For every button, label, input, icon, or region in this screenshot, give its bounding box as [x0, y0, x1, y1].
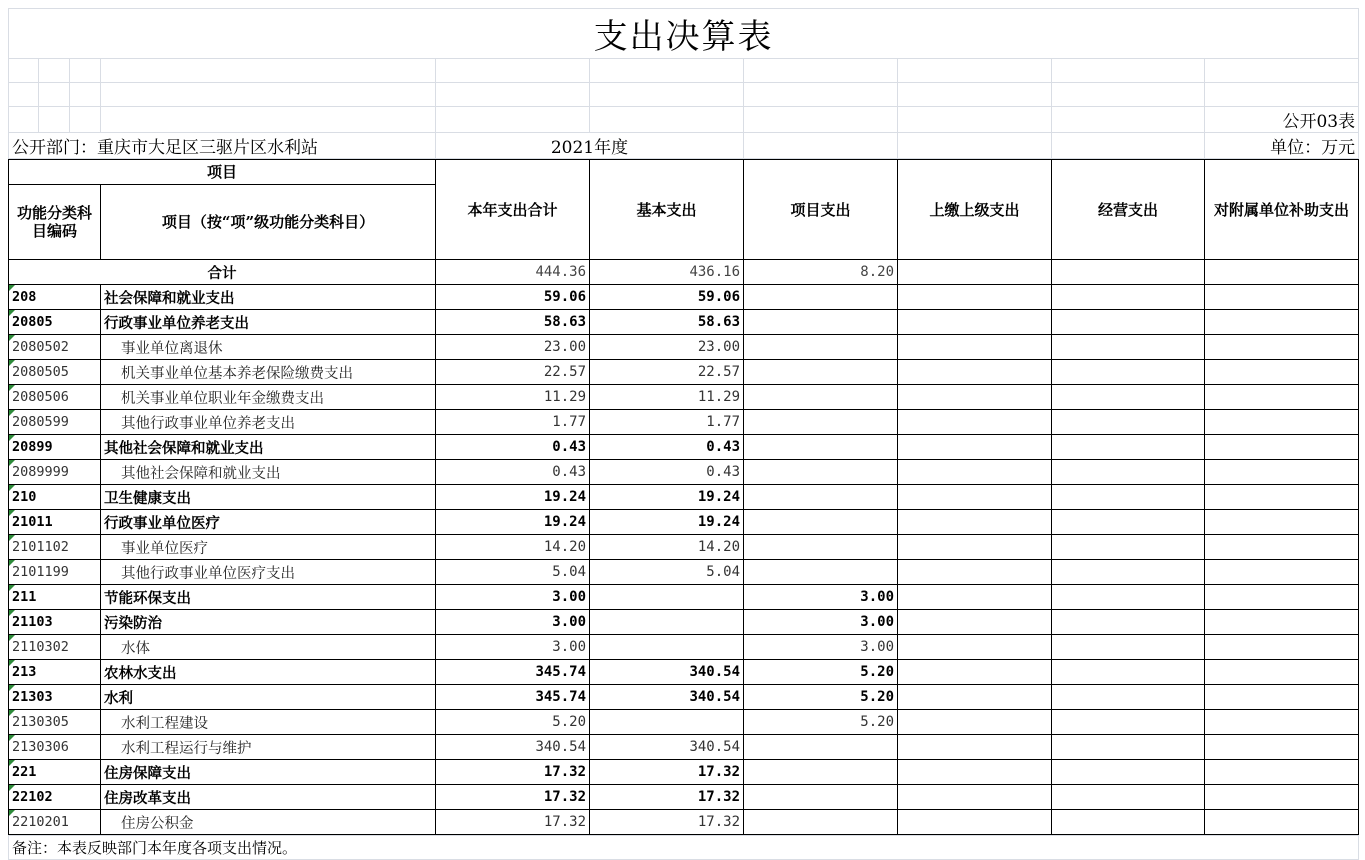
empty-cell — [1052, 635, 1205, 660]
row-basic: 340.54 — [590, 685, 744, 710]
row-basic: 340.54 — [590, 735, 744, 760]
empty-cell — [1052, 485, 1205, 510]
empty-cell — [1052, 610, 1205, 635]
row-total: 19.24 — [436, 510, 590, 535]
row-total: 14.20 — [436, 535, 590, 560]
row-total: 3.00 — [436, 610, 590, 635]
row-name: 水利工程建设 — [101, 710, 436, 735]
row-basic: 5.04 — [590, 560, 744, 585]
row-name: 其他社会保障和就业支出 — [101, 460, 436, 485]
row-name: 住房公积金 — [101, 810, 436, 835]
row-code: 21303 — [9, 685, 101, 710]
row-total: 17.32 — [436, 810, 590, 835]
row-project — [744, 535, 898, 560]
empty-cell — [1052, 810, 1205, 835]
header-upper: 上缴上级支出 — [898, 160, 1052, 260]
empty-cell — [1052, 735, 1205, 760]
empty-cell — [1052, 560, 1205, 585]
empty-cell — [898, 810, 1052, 835]
row-basic: 19.24 — [590, 510, 744, 535]
empty-cell — [898, 685, 1052, 710]
row-name: 住房保障支出 — [101, 760, 436, 785]
header-subsidy: 对附属单位补助支出 — [1205, 160, 1359, 260]
empty-cell — [1205, 360, 1359, 385]
row-code: 2101199 — [9, 560, 101, 585]
table-row — [9, 560, 1359, 585]
row-name: 卫生健康支出 — [101, 485, 436, 510]
table-row — [9, 585, 1359, 610]
row-total: 59.06 — [436, 285, 590, 310]
row-project — [744, 485, 898, 510]
row-basic: 340.54 — [590, 660, 744, 685]
empty-cell — [898, 710, 1052, 735]
header-project: 项目支出 — [744, 160, 898, 260]
row-project: 3.00 — [744, 610, 898, 635]
page-title: 支出决算表 — [9, 9, 1359, 59]
note-table — [8, 835, 1359, 860]
empty-cell — [1205, 410, 1359, 435]
table-row — [9, 385, 1359, 410]
row-basic: 1.77 — [590, 410, 744, 435]
empty-cell — [898, 360, 1052, 385]
empty-cell — [898, 760, 1052, 785]
row-total: 22.57 — [436, 360, 590, 385]
row-name: 水利 — [101, 685, 436, 710]
table-row — [9, 735, 1359, 760]
header-operating: 经营支出 — [1052, 160, 1205, 260]
empty-cell — [1205, 810, 1359, 835]
row-project: 5.20 — [744, 685, 898, 710]
table-row — [9, 785, 1359, 810]
empty-cell — [898, 560, 1052, 585]
row-project — [744, 310, 898, 335]
row-total: 5.20 — [436, 710, 590, 735]
row-project — [744, 435, 898, 460]
empty-cell — [898, 310, 1052, 335]
empty-cell — [1052, 410, 1205, 435]
empty-cell — [898, 335, 1052, 360]
row-basic: 0.43 — [590, 435, 744, 460]
row-name: 住房改革支出 — [101, 785, 436, 810]
empty-cell — [1205, 335, 1359, 360]
row-code: 2210201 — [9, 810, 101, 835]
empty-cell — [1205, 310, 1359, 335]
row-name: 水体 — [101, 635, 436, 660]
row-basic: 0.43 — [590, 460, 744, 485]
empty-cell — [898, 485, 1052, 510]
empty-cell — [1052, 710, 1205, 735]
total-amount: 444.36 — [436, 260, 590, 285]
row-project — [744, 410, 898, 435]
row-basic: 11.29 — [590, 385, 744, 410]
empty-cell — [1052, 335, 1205, 360]
unit-label: 单位：万元 — [1205, 133, 1359, 159]
empty-cell — [1052, 435, 1205, 460]
table-row — [9, 810, 1359, 835]
department-label: 公开部门：重庆市大足区三驱片区水利站 — [9, 133, 436, 159]
table-row — [9, 685, 1359, 710]
row-project — [744, 760, 898, 785]
empty-cell — [1205, 760, 1359, 785]
table-row — [9, 460, 1359, 485]
row-project — [744, 560, 898, 585]
empty-cell — [1205, 585, 1359, 610]
empty-cell — [898, 510, 1052, 535]
table-row — [9, 335, 1359, 360]
spreadsheet — [8, 8, 1358, 860]
row-total: 17.32 — [436, 785, 590, 810]
row-total: 0.43 — [436, 435, 590, 460]
row-code: 20805 — [9, 310, 101, 335]
empty-cell — [1205, 635, 1359, 660]
row-basic: 17.32 — [590, 810, 744, 835]
row-code: 2130305 — [9, 710, 101, 735]
empty-cell — [898, 410, 1052, 435]
empty-cell — [898, 285, 1052, 310]
row-code: 2080505 — [9, 360, 101, 385]
row-basic: 59.06 — [590, 285, 744, 310]
empty-cell — [1205, 685, 1359, 710]
empty-cell — [1205, 385, 1359, 410]
row-name: 行政事业单位养老支出 — [101, 310, 436, 335]
empty-cell — [1052, 760, 1205, 785]
empty-cell — [898, 385, 1052, 410]
empty-cell — [898, 460, 1052, 485]
row-basic: 58.63 — [590, 310, 744, 335]
table-row — [9, 535, 1359, 560]
header-project-group: 项目 — [9, 160, 436, 185]
row-total: 23.00 — [436, 335, 590, 360]
empty-cell — [898, 735, 1052, 760]
empty-cell — [898, 535, 1052, 560]
row-basic: 23.00 — [590, 335, 744, 360]
footnote: 备注：本表反映部门本年度各项支出情况。 — [9, 836, 1359, 860]
empty-cell — [898, 660, 1052, 685]
row-code: 2080599 — [9, 410, 101, 435]
row-code: 221 — [9, 760, 101, 785]
empty-cell — [1052, 460, 1205, 485]
row-name: 水利工程运行与维护 — [101, 735, 436, 760]
table-row — [9, 760, 1359, 785]
empty-cell — [1205, 660, 1359, 685]
row-basic — [590, 585, 744, 610]
row-total: 3.00 — [436, 585, 590, 610]
row-name: 机关事业单位职业年金缴费支出 — [101, 385, 436, 410]
row-name: 农林水支出 — [101, 660, 436, 685]
row-name: 社会保障和就业支出 — [101, 285, 436, 310]
row-code: 20899 — [9, 435, 101, 460]
header-total: 本年支出合计 — [436, 160, 590, 260]
row-name: 事业单位医疗 — [101, 535, 436, 560]
table-row — [9, 435, 1359, 460]
empty-cell — [1205, 610, 1359, 635]
row-name: 机关事业单位基本养老保险缴费支出 — [101, 360, 436, 385]
empty-cell — [898, 435, 1052, 460]
header-code: 功能分类科目编码 — [9, 185, 101, 260]
row-total: 19.24 — [436, 485, 590, 510]
row-code: 2110302 — [9, 635, 101, 660]
empty-cell — [1205, 710, 1359, 735]
row-total: 11.29 — [436, 385, 590, 410]
table-row — [9, 310, 1359, 335]
row-code: 2101102 — [9, 535, 101, 560]
row-name: 行政事业单位医疗 — [101, 510, 436, 535]
empty-cell — [1205, 560, 1359, 585]
row-code: 22102 — [9, 785, 101, 810]
row-project: 3.00 — [744, 635, 898, 660]
table-row — [9, 660, 1359, 685]
row-project — [744, 785, 898, 810]
total-basic: 436.16 — [590, 260, 744, 285]
row-total: 3.00 — [436, 635, 590, 660]
total-label: 合计 — [9, 260, 436, 285]
empty-cell — [1052, 785, 1205, 810]
row-project — [744, 510, 898, 535]
table-row — [9, 285, 1359, 310]
empty-cell — [1205, 510, 1359, 535]
row-basic — [590, 610, 744, 635]
empty-cell — [1052, 685, 1205, 710]
row-basic: 22.57 — [590, 360, 744, 385]
row-name: 其他社会保障和就业支出 — [101, 435, 436, 460]
row-name: 事业单位离退休 — [101, 335, 436, 360]
row-total: 5.04 — [436, 560, 590, 585]
table-row — [9, 610, 1359, 635]
row-project — [744, 385, 898, 410]
table-row — [9, 360, 1359, 385]
row-code: 208 — [9, 285, 101, 310]
table-number: 公开03表 — [1205, 107, 1359, 133]
empty-cell — [1052, 585, 1205, 610]
header-name: 项目（按“项”级功能分类科目） — [101, 185, 436, 260]
expenditure-table — [8, 159, 1359, 835]
empty-cell — [1205, 785, 1359, 810]
total-project: 8.20 — [744, 260, 898, 285]
row-total: 345.74 — [436, 685, 590, 710]
row-project — [744, 810, 898, 835]
empty-cell — [1205, 435, 1359, 460]
empty-cell — [1205, 460, 1359, 485]
row-name: 其他行政事业单位医疗支出 — [101, 560, 436, 585]
empty-cell — [898, 585, 1052, 610]
empty-cell — [1052, 385, 1205, 410]
row-project — [744, 735, 898, 760]
empty-cell — [1205, 285, 1359, 310]
empty-cell — [898, 785, 1052, 810]
row-total: 17.32 — [436, 760, 590, 785]
empty-cell — [898, 635, 1052, 660]
empty-cell — [1052, 285, 1205, 310]
row-code: 2080502 — [9, 335, 101, 360]
empty-cell — [898, 610, 1052, 635]
row-total: 58.63 — [436, 310, 590, 335]
row-code: 213 — [9, 660, 101, 685]
table-row — [9, 710, 1359, 735]
row-basic — [590, 710, 744, 735]
total-row — [9, 260, 1359, 285]
row-project: 5.20 — [744, 710, 898, 735]
row-basic: 14.20 — [590, 535, 744, 560]
row-project — [744, 360, 898, 385]
row-name: 节能环保支出 — [101, 585, 436, 610]
row-project — [744, 285, 898, 310]
row-project — [744, 335, 898, 360]
row-code: 21011 — [9, 510, 101, 535]
empty-cell — [1052, 360, 1205, 385]
row-total: 340.54 — [436, 735, 590, 760]
empty-cell — [1052, 310, 1205, 335]
row-total: 0.43 — [436, 460, 590, 485]
row-project — [744, 460, 898, 485]
row-basic — [590, 635, 744, 660]
empty-cell — [1205, 535, 1359, 560]
row-name: 其他行政事业单位养老支出 — [101, 410, 436, 435]
row-project: 5.20 — [744, 660, 898, 685]
empty-cell — [1052, 660, 1205, 685]
table-row — [9, 410, 1359, 435]
row-name: 污染防治 — [101, 610, 436, 635]
empty-cell — [1052, 510, 1205, 535]
row-code: 2130306 — [9, 735, 101, 760]
row-code: 210 — [9, 485, 101, 510]
row-basic: 17.32 — [590, 760, 744, 785]
table-row — [9, 510, 1359, 535]
empty-cell — [1205, 735, 1359, 760]
empty-cell — [1205, 485, 1359, 510]
year-label: 2021年度 — [436, 133, 744, 159]
table-row — [9, 485, 1359, 510]
table-row — [9, 635, 1359, 660]
empty-cell — [1052, 535, 1205, 560]
row-code: 2080506 — [9, 385, 101, 410]
row-code: 211 — [9, 585, 101, 610]
top-grid — [8, 8, 1359, 159]
row-code: 2089999 — [9, 460, 101, 485]
header-basic: 基本支出 — [590, 160, 744, 260]
row-project: 3.00 — [744, 585, 898, 610]
row-total: 345.74 — [436, 660, 590, 685]
row-basic: 17.32 — [590, 785, 744, 810]
row-total: 1.77 — [436, 410, 590, 435]
row-code: 21103 — [9, 610, 101, 635]
row-basic: 19.24 — [590, 485, 744, 510]
